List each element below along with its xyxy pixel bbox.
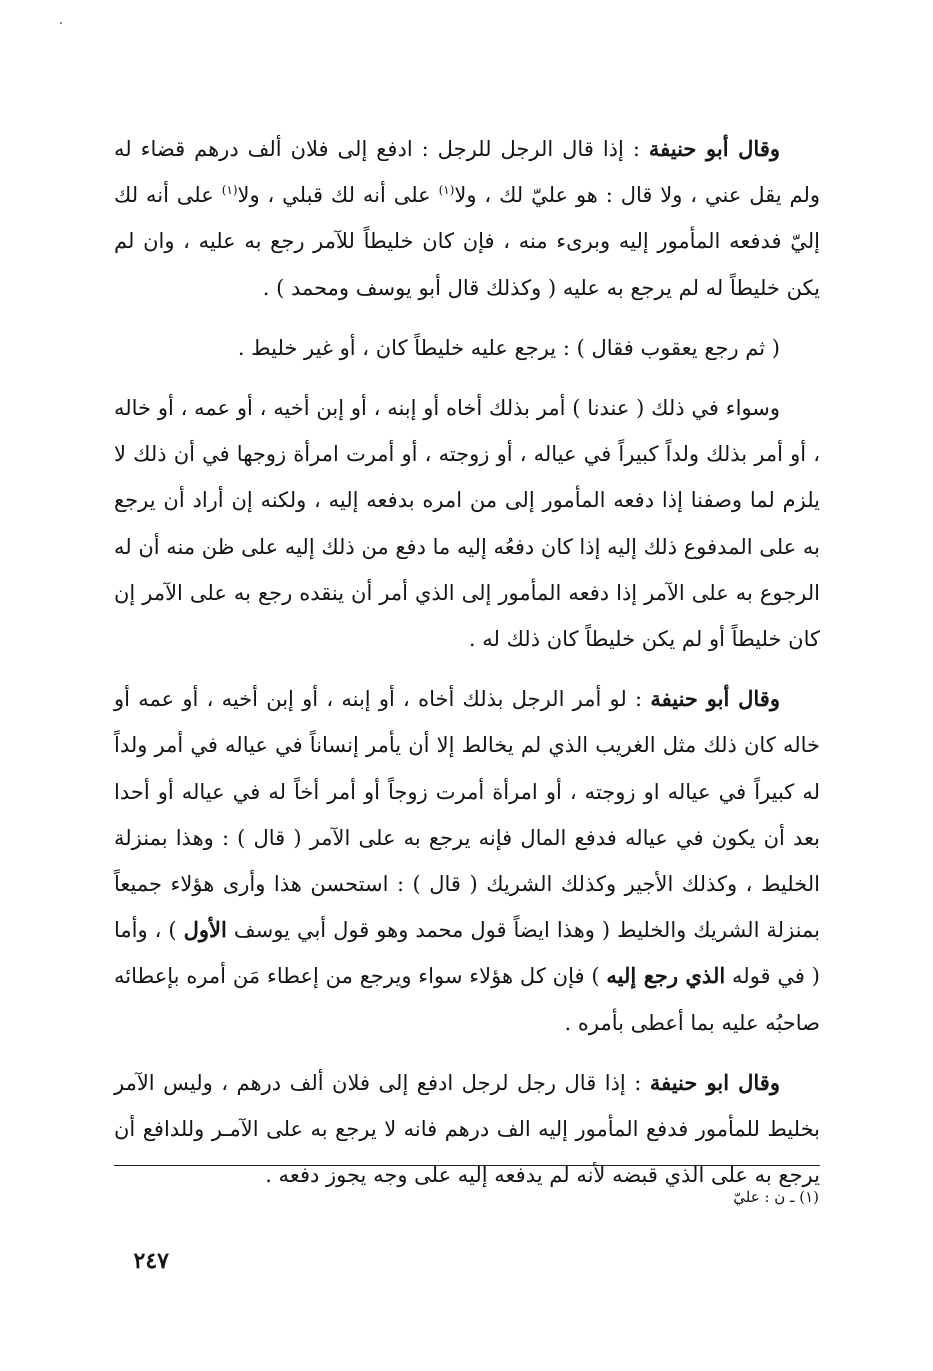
footnote-ref-1: (١): [438, 183, 455, 198]
paragraph-4-lead: وقال أبو حنيفة: [650, 686, 780, 712]
paragraph-4-text-3: ) فإن كل هؤلاء سواء ويرجع من إعطاء مَن أمره بإعطائه صاحبُه عليه بما أعطى بأمره .: [114, 964, 820, 1035]
paragraph-2: [114, 325, 820, 371]
paragraph-4-text-2: ) ، وأما ( في قوله: [114, 918, 820, 989]
paragraph-2-text: ( ثم رجع يعقوب فقال ) : يرجع عليه خليطاً كان ، أو غير خليط .: [237, 335, 780, 360]
paragraph-4-bold-phrase: الذي رجع إليه: [606, 963, 726, 989]
footnote: (١) ـ ن : عليّ: [733, 1188, 819, 1206]
paragraph-1-text: : إذا قال الرجل للرجل : ادفع إلى فلان ألف درهم قضاء له ولم يقل عني ، ولا قال : هو عليّ لك ، ولا: [114, 137, 820, 208]
scan-speck: [60, 22, 62, 24]
paragraph-4: [114, 676, 820, 1046]
paragraph-1-text-3: على أنه لك إليّ فدفعه المأمور إليه وبرىء منه ، فإن كان خليطاً للآمر رجع به عليه ، وان لم يكن خليطاً له لم يرجع به عليه ( وكذلك قال أبو يوسف ومحمد ) .: [114, 183, 820, 300]
paragraph-3-text: وسواء في ذلك ( عندنا ) أمر بذلك أخاه أو إبنه ، أو إبن أخيه ، أو عمه ، أو خاله ، أو أمر بذلك ولداً كبيراً في عياله ، أو زوجته ، أو أمرت امرأة زوجها في أن ذلك لا يلزم لما وصفنا إذا دفعه المأمور إلى من امره بدفعه إليه ، ولكنه إن أراد أن يرجع به على المدفوع ذلك إليه إذا كان دفعُه إليه ما دفع من ذلك إليه على ظن منه أن له الرجوع به على الآمر إذا دفعه المأمور إلى الذي أمر أن ينقده رجع به على الآمر إن كان خليطاً أو لم يكن خليطاً كان ذلك له .: [114, 396, 820, 652]
paragraph-5-text: : إذا قال رجل لرجل ادفع إلى فلان ألف درهم ، وليس الآمر بخليط للمأمور فدفع المأمور إليه الف درهم فانه لا يرجع به على الآمـر وللدافع أن يرجع به على الذي قبضه لأنه لم يدفعه إليه على وجه يجوز دفعه .: [114, 1070, 820, 1188]
paragraph-1-lead: وقال أبو حنيفة: [648, 136, 780, 161]
paragraph-1-text-2: على أنه لك قبلي ، ولا: [237, 183, 439, 208]
paragraph-5: [114, 1060, 820, 1199]
paragraph-4-text: : لو أمر الرجل بذلك أخاه ، أو إبنه ، أو إبن أخيه ، أو عمه أو خاله كان ذلك مثل الغريب الذي لم يخالط إلا أن يأمر إنساناً في عياله في أمر ولداً له كبيراً في عياله او زوجته ، أو امرأة أمرت زوجاً أو أمر أخاً له في عياله أو أحدا بعد أن يكون في عياله فدفع المال فإنه يرجع به على الآمر ( قال ) : وهذا بمنزلة الخليط ، وكذلك الأجير وكذلك الشريك ( قال ) : استحسن هذا وأرى هؤلاء جميعاً بمنزلة الشريك والخليط ( وهذا ايضاً قول محمد وهو قول أبي يوسف: [114, 687, 820, 943]
paragraph-5-lead: وقال ابو حنيفة: [649, 1069, 780, 1095]
page-number: ٢٤٧: [133, 1248, 169, 1274]
main-text: [114, 126, 820, 1212]
paragraph-4-bold-awwal: الأول: [183, 917, 227, 943]
paragraph-1: [114, 126, 820, 311]
paragraph-3: [114, 385, 820, 662]
footnote-ref-2: (١): [221, 183, 238, 198]
footnote-separator: [114, 1165, 820, 1166]
